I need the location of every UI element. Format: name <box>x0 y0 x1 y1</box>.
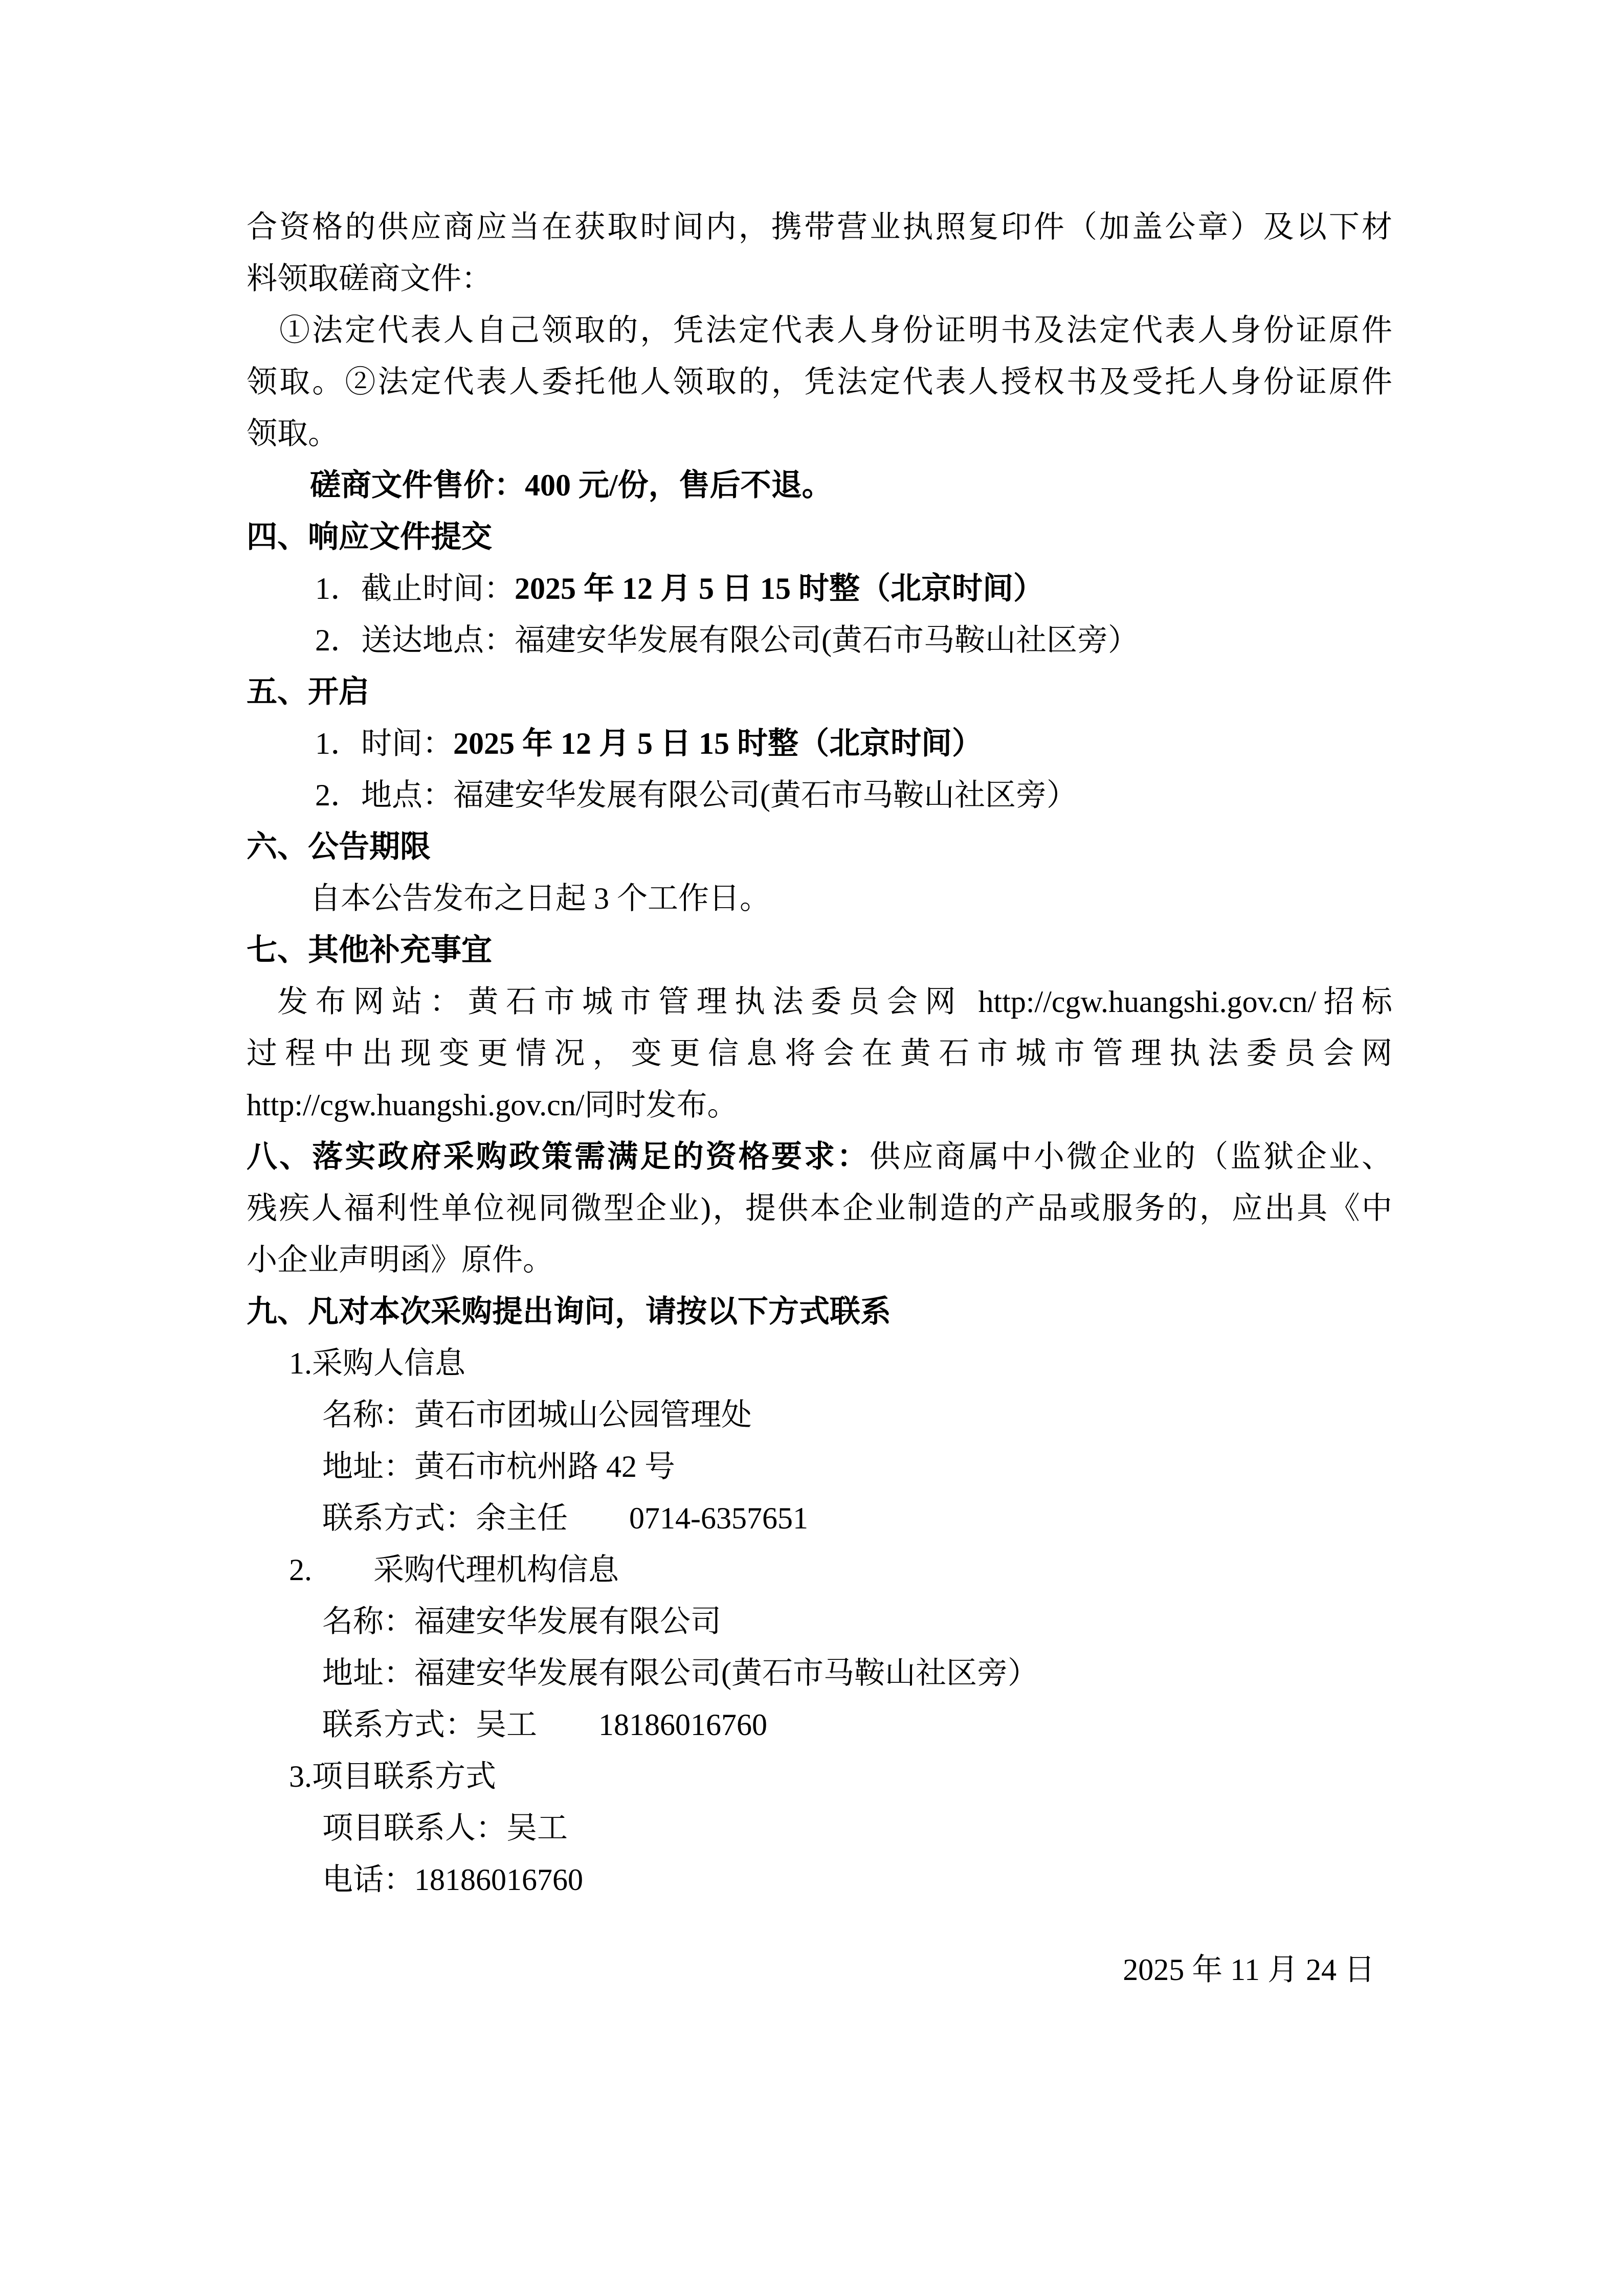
section8-line-1-rest: 供应商属中小微企业的（监狱企业、 <box>870 1140 1392 1174</box>
section4-item-deadline <box>247 563 1392 615</box>
section5-item-time-datetime: 2025 年 12 月 5 日 15 时整（北京时间） <box>453 727 983 760</box>
purchaser-name: 名称：黄石市团城山公园管理处 <box>322 1398 752 1432</box>
section6-heading: 六、公告期限 <box>247 830 431 864</box>
section8-line-1 <box>247 1131 1392 1183</box>
project-contact-title: 3.项目联系方式 <box>289 1760 496 1793</box>
purchaser-address: 地址：黄石市杭州路 42 号 <box>322 1450 675 1483</box>
project-contact-phone: 电话：18186016760 <box>322 1863 583 1897</box>
pickup-method-line-3: 领取。 <box>247 417 339 451</box>
purchaser-info-title: 1.采购人信息 <box>289 1346 465 1380</box>
intro-line-2: 料领取磋商文件： <box>247 262 492 296</box>
announcement-date: 2025 年 11 月 24 日 <box>1123 1953 1375 1987</box>
agency-address: 地址：福建安华发展有限公司(黄石市马鞍山社区旁） <box>322 1656 1038 1690</box>
section8-line-3: 小企业声明函》原件。 <box>247 1243 553 1277</box>
section9-heading: 九、凡对本次采购提出询问，请按以下方式联系 <box>247 1295 891 1329</box>
document-price-line: 磋商文件售价：400 元/份，售后不退。 <box>310 468 833 502</box>
agency-name: 名称：福建安华发展有限公司 <box>322 1605 721 1638</box>
section4-heading: 四、响应文件提交 <box>247 520 492 554</box>
section7-publish-site-line: 发布网站：黄石市城市管理执法委员会网 http://cgw.huangshi.gov.cn/招标 <box>277 985 1392 1019</box>
project-contact-person: 项目联系人：吴工 <box>322 1811 568 1845</box>
intro-line-1: 合资格的供应商应当在获取时间内，携带营业执照复印件（加盖公章）及以下材 <box>247 210 1392 244</box>
announcement-body <box>247 201 1392 1996</box>
pickup-method-line-1: ①法定代表人自己领取的，凭法定代表人身份证明书及法定代表人身份证原件 <box>279 313 1392 347</box>
section6-body: 自本公告发布之日起 3 个工作日。 <box>310 882 770 915</box>
section7-heading: 七、其他补充事宜 <box>247 933 492 967</box>
section4-item-deadline-datetime: 2025 年 12 月 5 日 15 时整（北京时间） <box>515 572 1044 605</box>
section5-heading: 五、开启 <box>247 675 369 709</box>
section7-change-notice-line: 过程中出现变更情况，变更信息将会在黄石市城市管理执法委员会网 <box>247 1037 1392 1070</box>
section5-item-place: 2．地点：福建安华发展有限公司(黄石市马鞍山社区旁） <box>315 778 1077 812</box>
purchaser-contact: 联系方式：余主任 0714-6357651 <box>322 1501 808 1535</box>
agency-contact: 联系方式：吴工 18186016760 <box>322 1708 767 1742</box>
section5-item-time-label: 1．时间： <box>315 727 453 760</box>
section4-item-deadline-label: 1．截止时间： <box>315 572 515 605</box>
section8-line-2: 残疾人福利性单位视同微型企业)，提供本企业制造的产品或服务的，应出具《中 <box>247 1191 1392 1225</box>
section5-item-time <box>247 718 1392 770</box>
section8-heading: 八、落实政府采购政策需满足的资格要求： <box>247 1140 870 1174</box>
agency-info-title: 2. 采购代理机构信息 <box>289 1553 619 1587</box>
section7-url-line: http://cgw.huangshi.gov.cn/同时发布。 <box>247 1088 738 1122</box>
pickup-method-line-2: 领取。②法定代表人委托他人领取的，凭法定代表人授权书及受托人身份证原件 <box>247 365 1392 399</box>
section4-item-delivery-place: 2．送达地点：福建安华发展有限公司(黄石市马鞍山社区旁） <box>315 623 1139 657</box>
